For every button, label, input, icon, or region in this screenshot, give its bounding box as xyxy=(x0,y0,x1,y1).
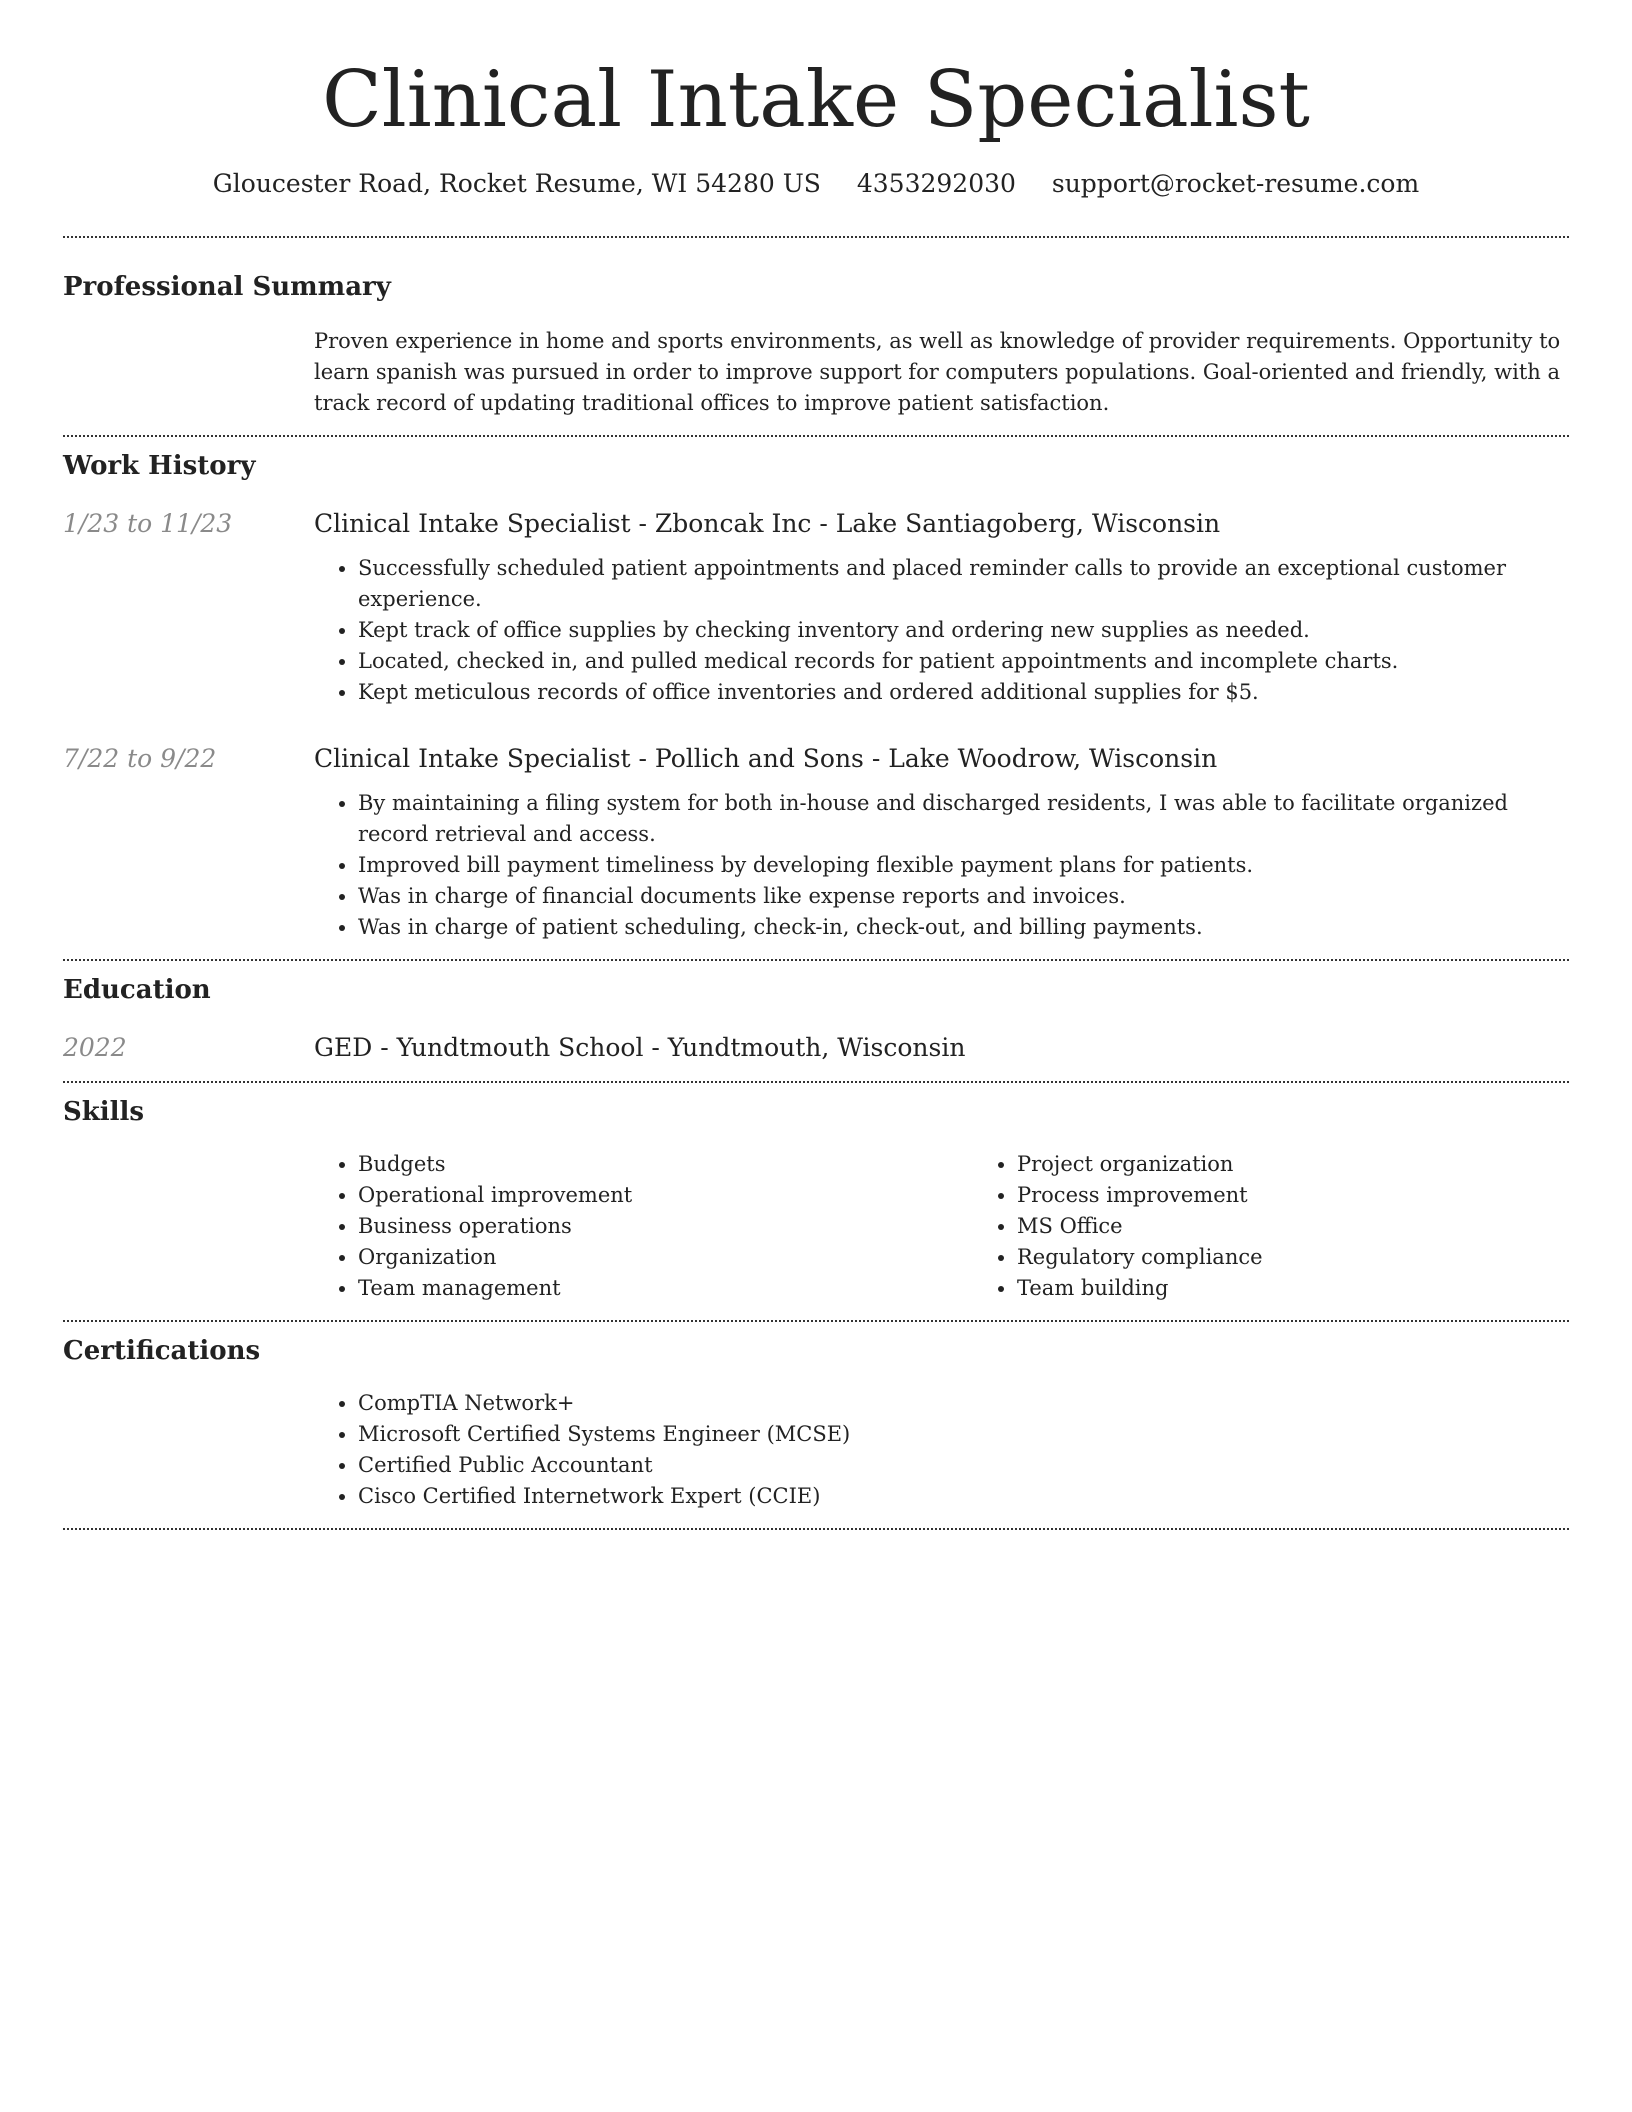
skill-item: • Process improvement xyxy=(1017,1180,1632,1211)
contact-address: Gloucester Road, Rocket Resume, WI 54280 US xyxy=(212,169,821,198)
job-bullet: • Was in charge of financial documents like expense reports and invoices. xyxy=(358,881,1569,912)
job-heading: Clinical Intake Specialist - Zboncak Inc - Lake Santiagoberg, Wisconsin xyxy=(314,509,1221,538)
contact-email: support@rocket-resume.com xyxy=(1051,169,1420,198)
section-divider xyxy=(63,1528,1569,1530)
education-year: 2022 xyxy=(63,1033,127,1062)
job-dates: 7/22 to 9/22 xyxy=(63,744,217,773)
certifications-section xyxy=(63,1322,1569,1528)
summary-text: Proven experience in home and sports environments, as well as knowledge of provider requirements. Opportunity to learn spanish was pursued in order to improve support for computers populations. Goal-oriented and friendly, with a track record of updating traditional offices to improve patient satisfaction. xyxy=(314,329,1561,415)
skill-item: • Team management xyxy=(358,1273,973,1304)
job-entry xyxy=(63,742,1569,943)
skills-list-left xyxy=(314,1149,973,1304)
section-title-education: Education xyxy=(63,975,211,1005)
certification-item: • Microsoft Certified Systems Engineer (MCSE) xyxy=(358,1419,1569,1450)
skill-item: • MS Office xyxy=(1017,1211,1632,1242)
skill-item: • Business operations xyxy=(358,1211,973,1242)
education-section xyxy=(63,961,1569,1081)
job-bullet: • Kept track of office supplies by checking inventory and ordering new supplies as needed. xyxy=(358,615,1569,646)
certification-item: • CompTIA Network+ xyxy=(358,1388,1569,1419)
section-title-skills: Skills xyxy=(63,1097,145,1127)
resume-header xyxy=(63,0,1569,200)
education-heading: GED - Yundtmouth School - Yundtmouth, Wisconsin xyxy=(314,1033,966,1062)
skill-item: • Operational improvement xyxy=(358,1180,973,1211)
skills-section xyxy=(63,1083,1569,1320)
certification-item: • Certified Public Accountant xyxy=(358,1450,1569,1481)
skill-item: • Budgets xyxy=(358,1149,973,1180)
job-entry xyxy=(63,507,1569,708)
section-title-work: Work History xyxy=(63,451,256,481)
job-bullet: • By maintaining a filing system for both in-house and discharged residents, I was able to facilitate organized record retrieval and access. xyxy=(358,788,1569,850)
certification-item: • Cisco Certified Internetwork Expert (CCIE) xyxy=(358,1481,1569,1512)
job-bullets xyxy=(314,788,1569,943)
job-dates: 1/23 to 11/23 xyxy=(63,509,233,538)
contact-phone: 4353292030 xyxy=(856,169,1016,198)
skills-list-right xyxy=(973,1149,1632,1304)
job-bullet: • Located, checked in, and pulled medical records for patient appointments and incomplete charts. xyxy=(358,646,1569,677)
job-bullet: • Was in charge of patient scheduling, check-in, check-out, and billing payments. xyxy=(358,912,1569,943)
contact-line xyxy=(63,168,1569,200)
education-entry xyxy=(63,1031,1569,1065)
summary-section xyxy=(63,238,1569,435)
section-title-summary: Professional Summary xyxy=(63,272,391,302)
skill-item: • Team building xyxy=(1017,1273,1632,1304)
job-bullet: • Successfully scheduled patient appointments and placed reminder calls to provide an exceptional customer experience. xyxy=(358,553,1569,615)
job-bullet: • Improved bill payment timeliness by developing flexible payment plans for patients. xyxy=(358,850,1569,881)
job-bullets xyxy=(314,553,1569,708)
certifications-list xyxy=(314,1388,1569,1512)
skill-item: • Organization xyxy=(358,1242,973,1273)
work-history-section xyxy=(63,437,1569,959)
skill-item: • Regulatory compliance xyxy=(1017,1242,1632,1273)
candidate-name: Clinical Intake Specialist xyxy=(322,55,1310,145)
skill-item: • Project organization xyxy=(1017,1149,1632,1180)
job-heading: Clinical Intake Specialist - Pollich and Sons - Lake Woodrow, Wisconsin xyxy=(314,744,1218,773)
job-bullet: • Kept meticulous records of office inventories and ordered additional supplies for $5. xyxy=(358,677,1569,708)
section-title-certifications: Certifications xyxy=(63,1336,261,1366)
